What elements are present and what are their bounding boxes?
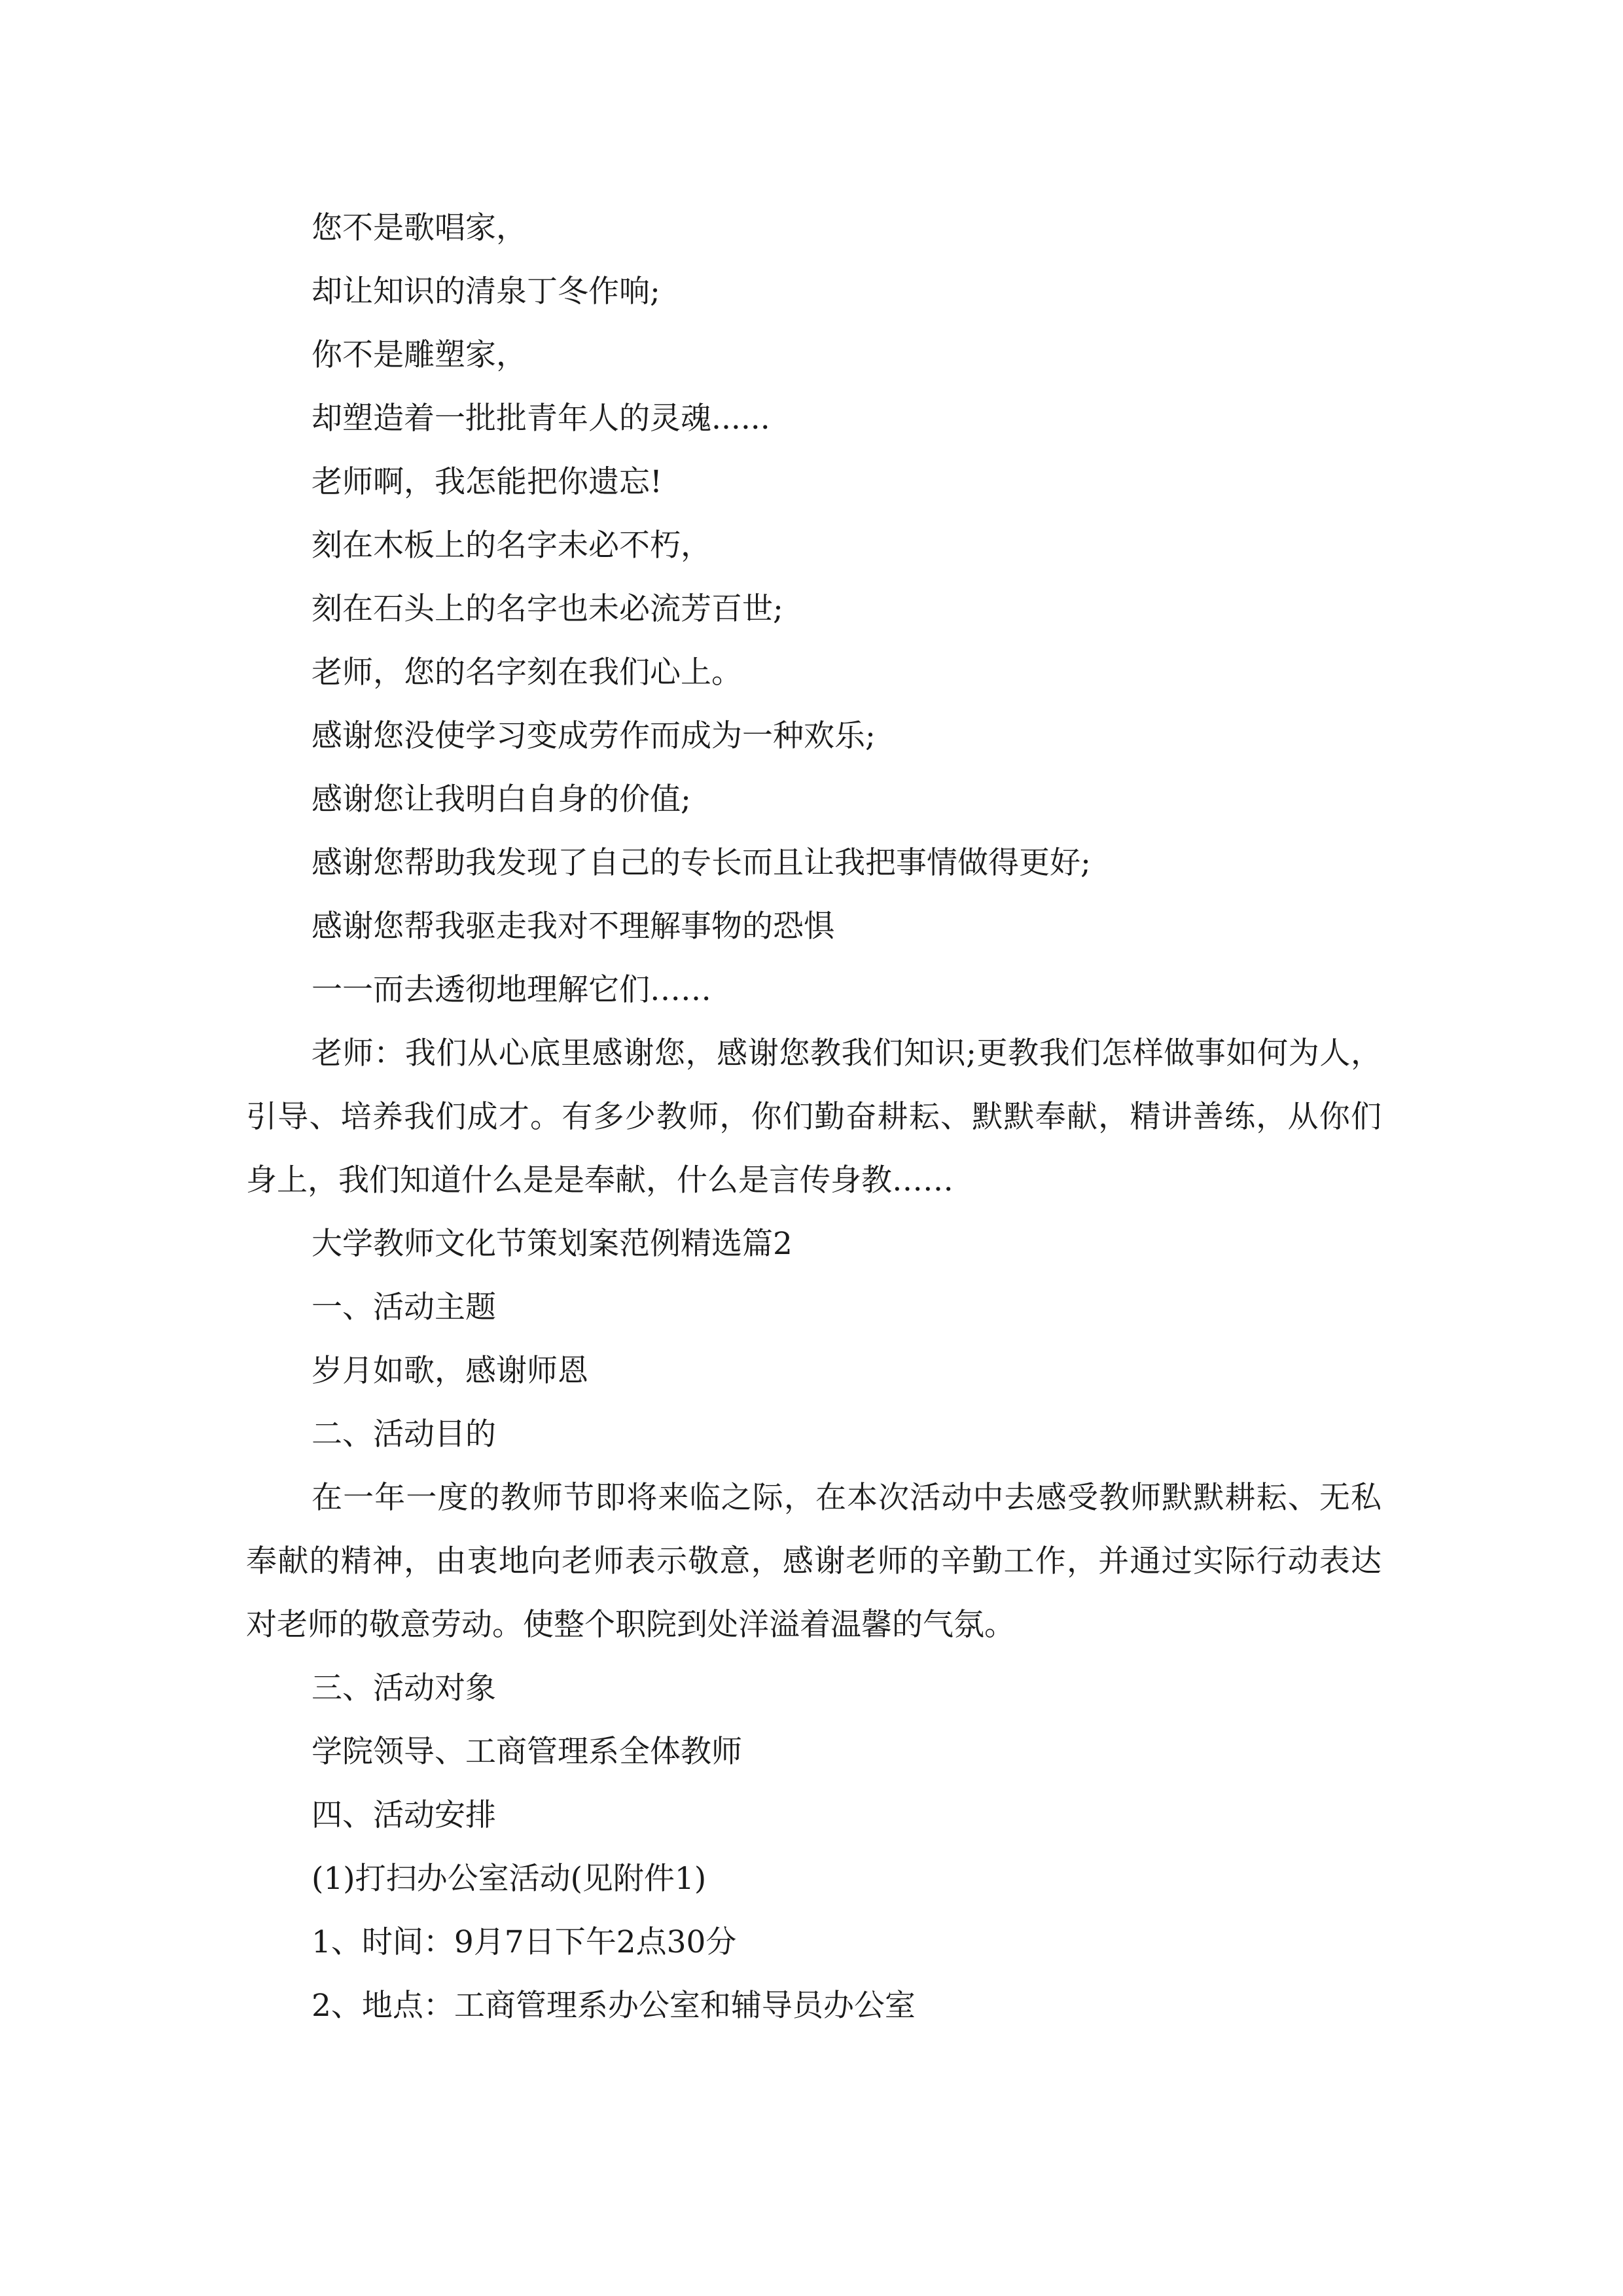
heading: 二、活动目的 [312,1416,496,1452]
text-line: 1、时间：9月7日下午2点30分 [312,1924,737,1960]
heading: 四、活动安排 [312,1797,496,1833]
poem-line: 刻在石头上的名字也未必流芳百世; [312,591,783,627]
poem-line: 老师，您的名字刻在我们心上。 [312,655,742,691]
poem-line: 却让知识的清泉丁冬作响; [312,274,660,310]
poem-line: 你不是雕塑家， [312,337,527,373]
section-title: 大学教师文化节策划案范例精选篇2 [312,1226,793,1262]
text-line: (1)打扫办公室活动(见附件1) [312,1861,707,1897]
poem-line: 感谢您没使学习变成劳作而成为一种欢乐; [312,718,876,754]
poem-line: 感谢您让我明白自身的价值; [312,781,691,817]
poem-line: 刻在木板上的名字未必不朽， [312,528,711,564]
poem-line: 却塑造着一批批青年人的灵魂...... [312,401,770,437]
body-paragraph: 老师：我们从心底里感谢您，感谢您教我们知识;更教我们怎样做事如何为人，引导、培养我们成才。有多少教师，你们勤奋耕耘、默默奉献，精讲善练，从你们身上，我们知道什么是是奉献，什么是言传身教…… [246,1035,1382,1198]
text-line: 2、地点：工商管理系办公室和辅导员办公室 [312,1988,916,2024]
poem-line: 您不是歌唱家， [312,210,527,246]
heading: 三、活动对象 [312,1670,496,1706]
poem-line: 一一而去透彻地理解它们…… [312,972,711,1008]
heading: 一、活动主题 [312,1289,496,1325]
poem-line: 老师啊，我怎能把你遗忘! [312,464,662,500]
body-paragraph: 在一年一度的教师节即将来临之际，在本次活动中去感受教师默默耕耘、无私奉献的精神，由衷地向老师表示敬意，感谢老师的辛勤工作，并通过实际行动表达对老师的敬意劳动。使整个职院到处洋溢着温馨的气氛。 [246,1480,1382,1643]
document-body [246,196,1382,2037]
poem-line: 感谢您帮我驱走我对不理解事物的恐惧 [312,908,834,944]
text-line: 学院领导、工商管理系全体教师 [312,1734,742,1770]
text-line: 岁月如歌，感谢师恩 [312,1353,588,1389]
poem-line: 感谢您帮助我发现了自己的专长而且让我把事情做得更好; [312,845,1091,881]
